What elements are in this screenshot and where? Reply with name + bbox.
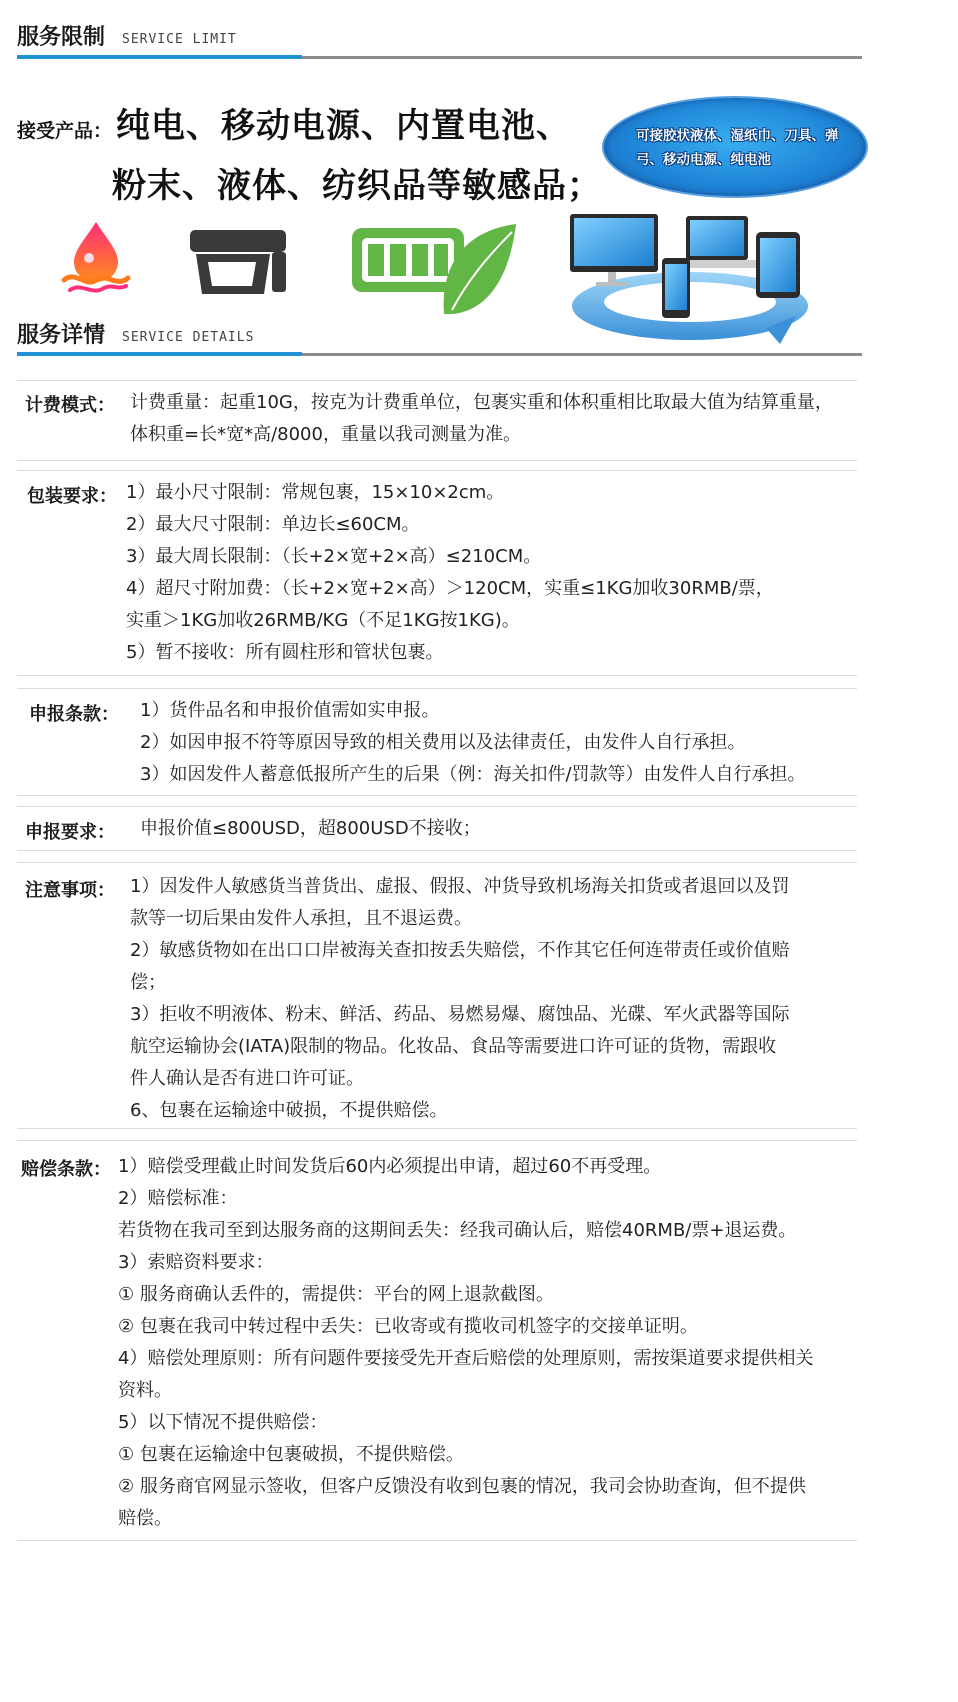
section-separator bbox=[17, 675, 857, 676]
packaging-line: 3）最大周长限制：（长+2×宽+2×高）≤210CM。 bbox=[126, 546, 542, 567]
notes-line: 款等一切后果由发件人承担，且不退运费。 bbox=[130, 908, 472, 929]
declaration-terms-label: 申报条款： bbox=[29, 704, 119, 725]
section-separator bbox=[17, 1540, 857, 1541]
accept-bubble-line-2: 弓、移动电源、纯电池 bbox=[636, 152, 771, 168]
declaration-terms-line: 1）货件品名和申报价值需如实申报。 bbox=[140, 700, 440, 721]
declaration-terms-line: 2）如因申报不符等原因导致的相关费用以及法律责任，由发件人自行承担。 bbox=[140, 732, 746, 753]
compensation-label: 赔偿条款： bbox=[21, 1159, 111, 1180]
section-separator bbox=[17, 862, 857, 863]
accept-bubble-line-1: 可接胶状液体、湿纸巾、刀具、弹 bbox=[636, 128, 839, 144]
compensation-line: 赔偿。 bbox=[118, 1508, 172, 1529]
accept-products-label: 接受产品： bbox=[17, 120, 113, 142]
packaging-lines-wrap bbox=[126, 509, 774, 669]
compensation-content-first bbox=[118, 1151, 661, 1183]
compensation-line: 5）以下情况不提供赔偿： bbox=[118, 1412, 328, 1433]
packaging-line: 4）超尺寸附加费：（长+2×宽+2×高）＞120CM，实重≤1KG加收30RMB/票， bbox=[126, 578, 774, 599]
notes-content bbox=[130, 871, 789, 1127]
section-separator bbox=[17, 1140, 857, 1141]
accept-products-line-2: 粉末、液体、纺织品等敏感品； bbox=[112, 166, 602, 206]
packaging-line: 实重＞1KG加收26RMB/KG（不足1KG按1KG)。 bbox=[126, 610, 520, 631]
details-section-title: 服务详情 bbox=[17, 323, 106, 348]
section-separator bbox=[17, 850, 857, 851]
limit-section-title: 服务限制 bbox=[17, 25, 106, 50]
packaging-line: 5）暂不接收：所有圆柱形和管状包裹。 bbox=[126, 642, 444, 663]
compensation-line: 资料。 bbox=[118, 1380, 172, 1401]
notes-line: 件人确认是否有进口许可证。 bbox=[130, 1068, 364, 1089]
section-separator bbox=[17, 460, 857, 461]
accept-bubble-text bbox=[636, 124, 858, 172]
compensation-content bbox=[118, 1183, 813, 1535]
packaging-label: 包装要求： bbox=[27, 486, 117, 507]
notes-line: 航空运输协会(IATA)限制的物品。化妆品、食品等需要进口许可证的货物，需跟收 bbox=[130, 1036, 777, 1057]
compensation-line: 若货物在我司至到达服务商的这期间丢失：经我司确认后，赔偿40RMB/票+退运费。 bbox=[118, 1220, 797, 1241]
declaration-req-content bbox=[140, 813, 481, 845]
limit-section-accent bbox=[17, 55, 302, 59]
notes-line: 6、包裹在运输途中破损，不提供赔偿。 bbox=[130, 1100, 448, 1121]
billing-content-continued bbox=[130, 419, 521, 451]
powder-container-icon bbox=[186, 226, 290, 298]
devices-sync-icon bbox=[566, 210, 812, 346]
notes-line: 3）拒收不明液体、粉末、鲜活、药品、易燃易爆、腐蚀品、光碟、军火武器等国际 bbox=[130, 1004, 790, 1025]
compensation-line: ② 包裹在我司中转过程中丢失：已收寄或有揽收司机签字的交接单证明。 bbox=[118, 1316, 698, 1337]
packaging-line: 1）最小尺寸限制：常规包裹，15×10×2cm。 bbox=[126, 482, 505, 503]
notes-label: 注意事项： bbox=[25, 880, 115, 901]
declaration-terms-content bbox=[140, 695, 806, 791]
details-section-accent bbox=[17, 352, 302, 356]
packaging-line-1-wrap bbox=[126, 477, 504, 509]
compensation-line: 3）索赔资料要求： bbox=[118, 1252, 274, 1273]
compensation-line: 2）赔偿标准： bbox=[118, 1188, 238, 1209]
billing-label: 计费模式： bbox=[25, 395, 115, 416]
declaration-req-line: 申报价值≤800USD，超800USD不接收； bbox=[140, 818, 481, 839]
compensation-line: 4）赔偿处理原则：所有问题件要接受先开查后赔偿的处理原则，需按渠道要求提供相关 bbox=[118, 1348, 814, 1369]
declaration-req-label: 申报要求： bbox=[25, 822, 115, 843]
notes-line: 2）敏感货物如在出口口岸被海关查扣按丢失赔偿，不作其它任何连带责任或价值赔 bbox=[130, 940, 790, 961]
compensation-line: ① 服务商确认丢件的，需提供：平台的网上退款截图。 bbox=[118, 1284, 554, 1305]
section-separator bbox=[17, 1128, 857, 1129]
accept-products-line-1: 纯电、移动电源、内置电池、 bbox=[116, 106, 571, 146]
section-separator bbox=[17, 795, 857, 796]
declaration-terms-line: 3）如因发件人蓄意低报所产生的后果（例：海关扣件/罚款等）由发件人自行承担。 bbox=[140, 764, 806, 785]
notes-line: 偿； bbox=[130, 972, 166, 993]
limit-section-subtitle: SERVICE LIMIT bbox=[122, 32, 237, 47]
compensation-line: 1）赔偿受理截止时间发货后60内必须提出申请，超过60不再受理。 bbox=[118, 1156, 662, 1177]
billing-line: 体积重=长*宽*高/8000，重量以我司测量为准。 bbox=[130, 424, 521, 445]
section-separator bbox=[17, 380, 857, 381]
packaging-line: 2）最大尺寸限制：单边长≤60CM。 bbox=[126, 514, 420, 535]
billing-content bbox=[130, 387, 833, 419]
compensation-line: ② 服务商官网显示签收，但客户反馈没有收到包裹的情况，我司会协助查询，但不提供 bbox=[118, 1476, 806, 1497]
liquid-drop-icon bbox=[56, 218, 136, 296]
compensation-line: ① 包裹在运输途中包裹破损，不提供赔偿。 bbox=[118, 1444, 464, 1465]
section-separator bbox=[17, 806, 857, 807]
section-separator bbox=[17, 470, 857, 471]
details-section-subtitle: SERVICE DETAILS bbox=[122, 330, 255, 345]
billing-line: 计费重量：起重10G，按克为计费重单位，包裹实重和体积重相比取最大值为结算重量， bbox=[130, 392, 833, 413]
battery-leaf-icon bbox=[348, 220, 520, 320]
notes-line: 1）因发件人敏感货当普货出、虚报、假报、冲货导致机场海关扣货或者退回以及罚 bbox=[130, 876, 790, 897]
section-separator bbox=[17, 688, 857, 689]
